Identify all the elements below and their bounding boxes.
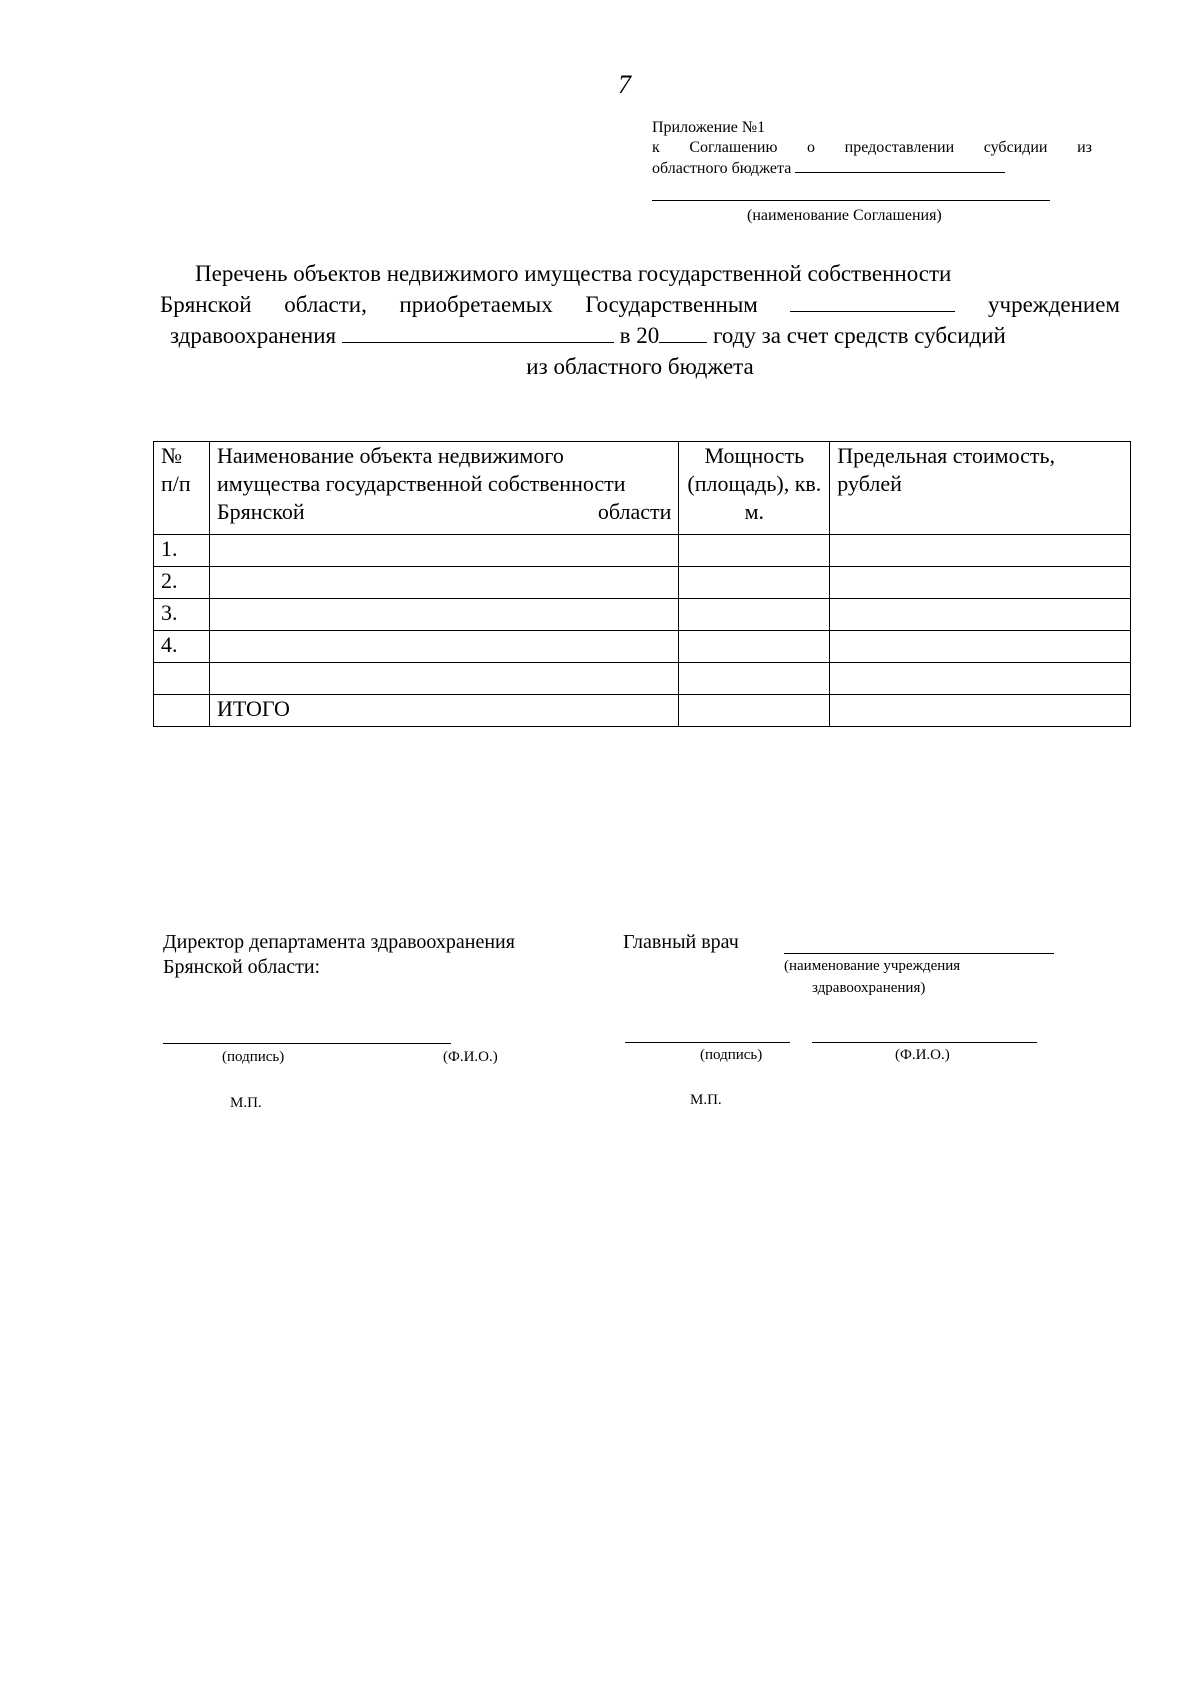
institution-caption-line-1: (наименование учреждения [784,958,961,974]
total-capacity [679,695,830,727]
chief-doctor-title: Главный врач [623,931,739,953]
appendix-agreement-line: к Соглашению о предоставлении субсидии из [652,139,1092,156]
agreement-blank [795,158,1005,173]
director-stamp-place: М.П. [230,1095,262,1111]
year-blank [659,324,707,343]
row-object-name [209,567,678,599]
header-max-cost: Предельная стоимость, рублей [830,442,1131,535]
table-row [154,599,1131,631]
total-label: ИТОГО [209,695,678,727]
title-line-1: Перечень объектов недвижимого имущества государственной собственности [195,261,952,286]
chief-doctor-stamp-place: М.П. [690,1092,722,1108]
institution-name-blank [342,324,614,343]
row-capacity [679,631,830,663]
objects-table [153,441,1131,727]
page-number: 7 [618,70,631,99]
appendix-title: Приложение №1 [652,119,766,136]
row-number [154,663,210,695]
header-capacity: Мощность (площадь), кв. м. [679,442,830,535]
row-cost [830,663,1131,695]
row-capacity [679,567,830,599]
table-total-row [154,695,1131,727]
row-capacity [679,535,830,567]
row-cost [830,631,1131,663]
table-row [154,535,1131,567]
row-number [154,695,210,727]
table-header-row [154,442,1131,535]
row-capacity [679,599,830,631]
title-line-3: здравоохранения в 20 году за счет средств субсидий [170,323,1006,348]
table-row [154,663,1131,695]
chief-doctor-institution-line [784,953,1054,954]
row-cost [830,535,1131,567]
table-row [154,567,1131,599]
document-title [160,258,1120,382]
row-number: 2. [154,567,210,599]
chief-doctor-fio-line [812,1042,1037,1043]
director-fio-caption: (Ф.И.О.) [443,1049,498,1065]
title-line-2: Брянской области, приобретаемых Государственным учреждением [160,292,1120,317]
chief-doctor-signature-line [625,1042,790,1043]
row-cost [830,599,1131,631]
row-object-name [209,663,678,695]
institution-caption-line-2: здравоохранения) [812,980,926,996]
institution-blank [790,293,955,312]
header-object-name: Наименование объекта недвижимого имущества государственной собственности Брянской области [209,442,678,535]
row-number: 1. [154,535,210,567]
chief-doctor-signature-caption: (подпись) [700,1047,763,1063]
chief-doctor-fio-caption: (Ф.И.О.) [895,1047,950,1063]
agreement-name-caption: (наименование Соглашения) [747,207,942,224]
row-number: 3. [154,599,210,631]
appendix-budget-line: областного бюджета [652,158,1092,179]
table-row [154,631,1131,663]
director-signature-caption: (подпись) [222,1049,285,1065]
agreement-name-rule [652,200,1050,201]
appendix-header [652,118,1092,224]
row-object-name [209,631,678,663]
total-cost [830,695,1131,727]
row-cost [830,567,1131,599]
row-capacity [679,663,830,695]
director-title-line-1: Директор департамента здравоохранения [163,931,515,953]
header-number: № п/п [154,442,210,535]
title-line-4: из областного бюджета [526,354,754,379]
row-object-name [209,535,678,567]
director-signature-line [163,1043,451,1044]
row-number: 4. [154,631,210,663]
row-object-name [209,599,678,631]
director-title-line-2: Брянской области: [163,956,321,978]
